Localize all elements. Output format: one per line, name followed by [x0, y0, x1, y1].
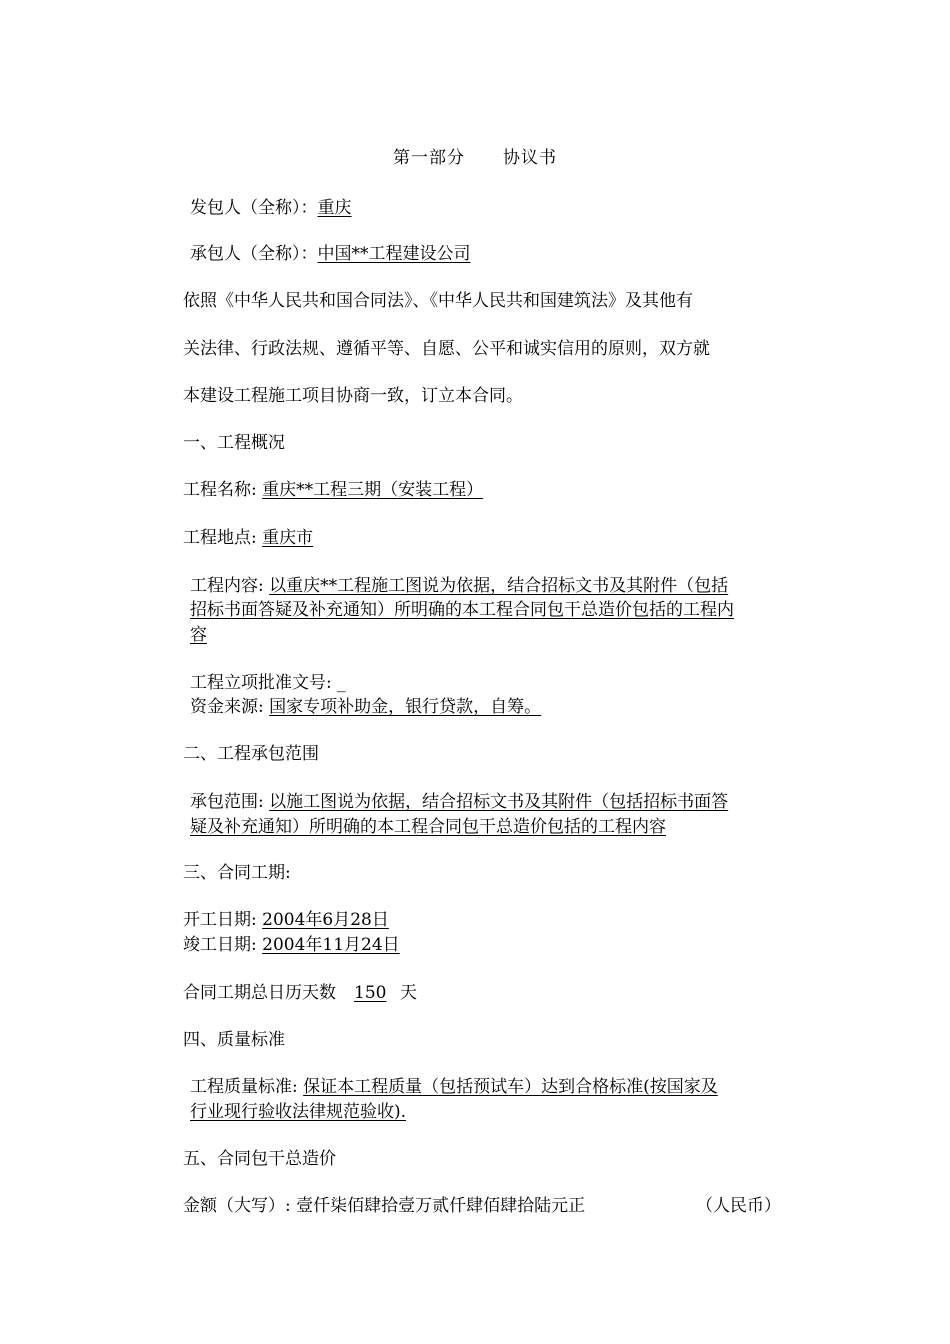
approval-value: _: [337, 673, 346, 693]
start-date-label: 开工日期:: [183, 910, 257, 930]
scope-line-1: [190, 790, 728, 814]
section2-heading: 二、工程承包范围: [183, 744, 319, 764]
employer-row: [190, 196, 352, 220]
funding-row: [190, 695, 541, 719]
start-date-row: [183, 908, 389, 932]
preamble-line-1: 依照《中华人民共和国合同法》、《中华人民共和国建筑法》及其他有: [183, 291, 693, 311]
employer-label: 发包人（全称）：: [190, 198, 318, 218]
amount-label: 金额（大写）:: [183, 1196, 291, 1216]
section4-heading: 四、质量标准: [183, 1030, 285, 1050]
project-location-row: [183, 526, 313, 550]
section3-heading: 三、合同工期:: [183, 863, 291, 883]
project-content-text-1: 以重庆**工程施工图说为依据，结合招标文书及其附件（包括: [269, 576, 729, 596]
contractor-row: [190, 242, 471, 266]
quality-line-2: 行业现行验收法律规范验收).: [190, 1102, 407, 1122]
approval-row: [190, 671, 346, 695]
employer-value: 重庆: [317, 198, 352, 218]
preamble-line-3: 本建设工程施工项目协商一致，订立本合同。: [183, 386, 523, 406]
quality-label: 工程质量标准:: [190, 1077, 298, 1097]
start-date-value: 2004年6月28日: [262, 910, 389, 930]
quality-text-1: 保证本工程质量（包括预试车）达到合格标准(按国家及: [303, 1077, 718, 1097]
project-location-value: 重庆市: [262, 528, 314, 548]
project-name-label: 工程名称:: [183, 480, 257, 500]
project-content-line-3: 容: [190, 625, 207, 645]
total-days-label: 合同工期总日历天数: [183, 983, 336, 1003]
scope-label: 承包范围:: [190, 792, 264, 812]
project-content-label: 工程内容:: [190, 576, 264, 596]
funding-value: 国家专项补助金，银行贷款，自筹。: [269, 697, 542, 717]
project-content-line-1: [190, 574, 728, 598]
page-title: [0, 146, 950, 170]
currency-label: （人民币）: [696, 1196, 781, 1216]
amount-value: 壹仟柒佰肆拾壹万贰仟肆佰肆拾陆元正: [296, 1196, 586, 1216]
project-name-value: 重庆**工程三期（安装工程）: [262, 480, 484, 500]
end-date-row: [183, 933, 400, 957]
contractor-value: 中国**工程建设公司: [317, 244, 471, 264]
quality-line-1: [190, 1075, 718, 1099]
end-date-value: 2004年11月24日: [262, 935, 400, 955]
title-name: 协议书: [503, 148, 557, 168]
funding-label: 资金来源:: [190, 697, 264, 717]
total-days-row: [183, 981, 417, 1005]
approval-label: 工程立项批准文号:: [190, 673, 332, 693]
title-part: 第一部分: [393, 148, 465, 168]
project-name-row: [183, 478, 483, 502]
amount-row: [183, 1194, 585, 1218]
contractor-label: 承包人（全称）：: [190, 244, 318, 264]
total-days-value: 150: [354, 983, 387, 1003]
section1-heading: 一、工程概况: [183, 433, 285, 453]
end-date-label: 竣工日期:: [183, 935, 257, 955]
scope-line-2: 疑及补充通知）所明确的本工程合同包干总造价包括的工程内容: [190, 817, 666, 837]
preamble-line-2: 关法律、行政法规、遵循平等、自愿、公平和诚实信用的原则，双方就: [183, 339, 710, 359]
total-days-unit: 天: [400, 983, 417, 1003]
scope-text-1: 以施工图说为依据，结合招标文书及其附件（包括招标书面答: [269, 792, 729, 812]
project-location-label: 工程地点:: [183, 528, 257, 548]
project-content-line-2: 招标书面答疑及补充通知）所明确的本工程合同包干总造价包括的工程内: [190, 600, 734, 620]
section5-heading: 五、合同包干总造价: [183, 1149, 336, 1169]
